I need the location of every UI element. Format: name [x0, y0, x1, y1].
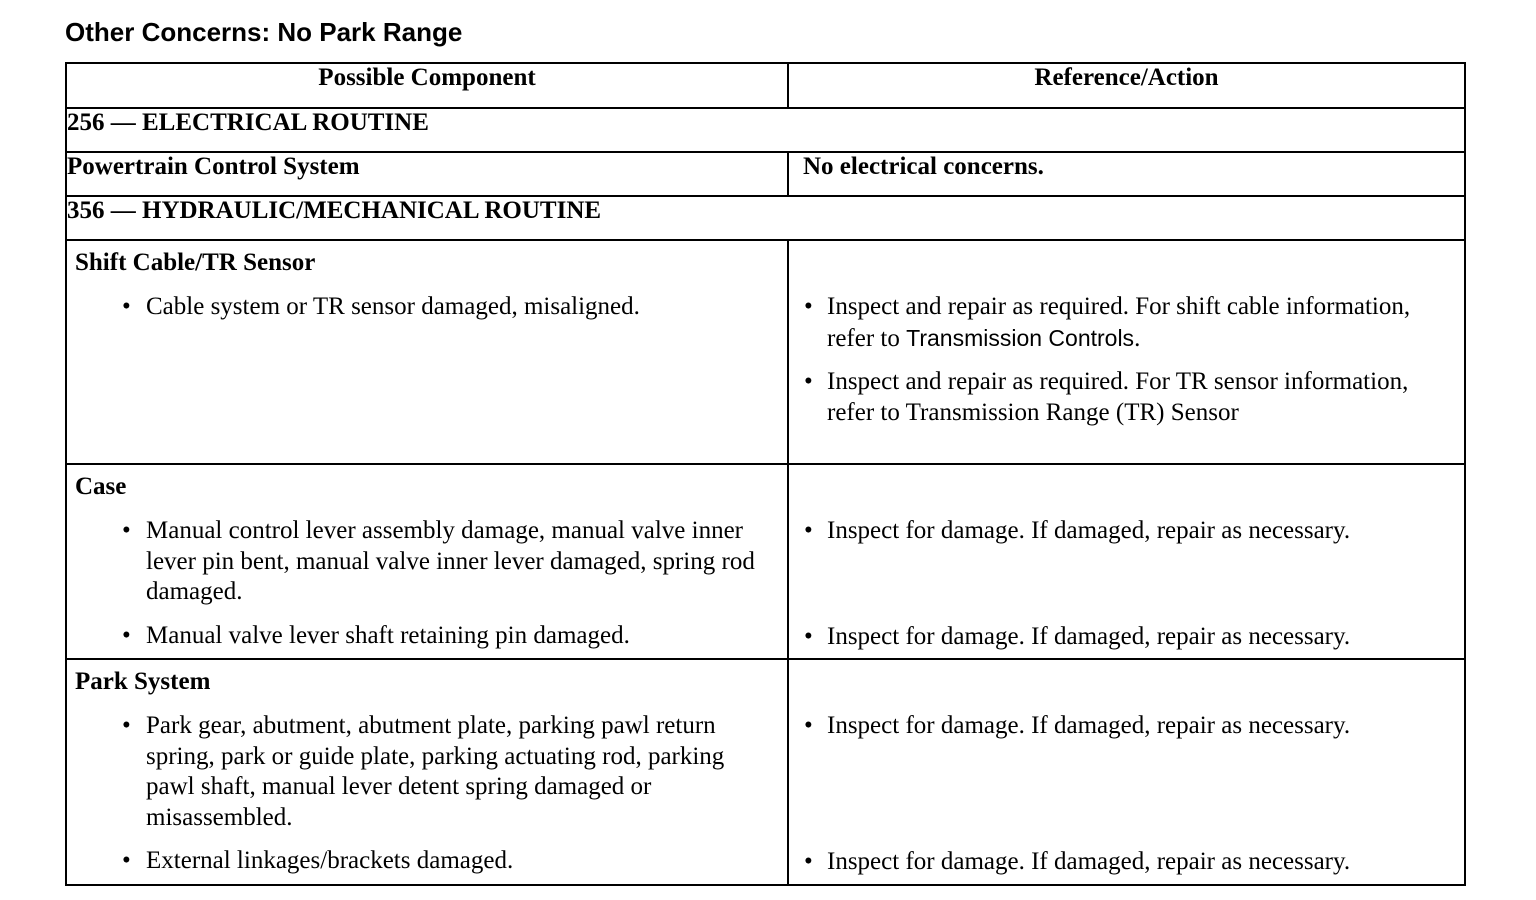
component-cell	[66, 464, 788, 659]
item-text: Inspect for damage. If damaged, repair as necessary.	[827, 622, 1351, 650]
group-title-shift-cable: Shift Cable/TR Sensor	[75, 249, 316, 276]
table-row	[66, 240, 1465, 464]
bullet: •	[122, 621, 131, 649]
header-reference-action: Reference/Action	[788, 63, 1465, 108]
item-text: Inspect for damage. If damaged, repair as necessary.	[827, 847, 1351, 875]
action-cell	[788, 659, 1465, 885]
list-item	[789, 367, 1464, 428]
item-text: Park gear, abutment, abutment plate, parking pawl return spring, park or guide plate, parking actuating rod, parking pawl shaft, manual lever detent spring damaged or misassembled.	[146, 712, 725, 831]
component-powertrain-control-system: Powertrain Control System	[66, 152, 788, 196]
bullet: •	[804, 622, 813, 650]
list-item	[67, 846, 787, 877]
list-item	[789, 292, 1464, 354]
table-row	[66, 152, 1465, 196]
group-title-case: Case	[75, 473, 127, 500]
list-item	[789, 711, 1464, 742]
bullet: •	[122, 293, 131, 320]
bullet: •	[804, 368, 813, 395]
action-cell	[788, 240, 1465, 464]
item-text: Inspect for damage. If damaged, repair as necessary.	[827, 712, 1351, 739]
bullet: •	[804, 517, 813, 544]
bullet: •	[122, 847, 131, 874]
diagnostic-table	[65, 62, 1466, 886]
reference-link[interactable]: Transmission Controls	[906, 324, 1135, 351]
bullet: •	[122, 517, 131, 544]
list-item	[789, 516, 1464, 547]
header-possible-component: Possible Component	[66, 63, 788, 108]
list-item	[789, 847, 1464, 878]
bullet: •	[804, 847, 813, 875]
item-text: External linkages/brackets damaged.	[146, 847, 514, 874]
bullet: •	[804, 293, 813, 320]
group-title-park-system: Park System	[75, 668, 211, 695]
table-row	[66, 464, 1465, 659]
item-text: Manual control lever assembly damage, manual valve inner lever pin bent, manual valve inner lever damaged, spring rod damaged.	[146, 517, 755, 605]
table-header-row	[66, 63, 1465, 108]
page-title: Other Concerns: No Park Range	[65, 17, 463, 47]
section-row-hydraulic	[66, 196, 1465, 240]
table-row	[66, 659, 1465, 885]
list-item	[67, 292, 787, 323]
section-hydraulic-mechanical-routine: 356 — HYDRAULIC/MECHANICAL ROUTINE	[66, 196, 1465, 240]
item-text: Manual valve lever shaft retaining pin damaged.	[146, 621, 630, 649]
item-text: Inspect for damage. If damaged, repair as necessary.	[827, 517, 1351, 544]
list-item	[67, 711, 787, 833]
item-text-end: .	[1134, 324, 1141, 352]
component-cell	[66, 659, 788, 885]
item-text: Inspect and repair as required. For shift cable information, refer to	[827, 293, 1411, 352]
bullet: •	[122, 712, 131, 739]
component-cell	[66, 240, 788, 464]
section-row-electrical	[66, 108, 1465, 152]
list-item	[789, 622, 1464, 653]
action-cell	[788, 464, 1465, 659]
section-electrical-routine: 256 — ELECTRICAL ROUTINE	[66, 108, 1465, 152]
bullet: •	[804, 712, 813, 739]
list-item	[67, 621, 787, 652]
action-no-electrical-concerns: No electrical concerns.	[788, 152, 1465, 196]
item-text: Inspect and repair as required. For TR sensor information, refer to Transmission Range (TR) Sensor	[827, 368, 1409, 426]
list-item	[67, 516, 787, 608]
item-text: Cable system or TR sensor damaged, misaligned.	[146, 293, 640, 320]
